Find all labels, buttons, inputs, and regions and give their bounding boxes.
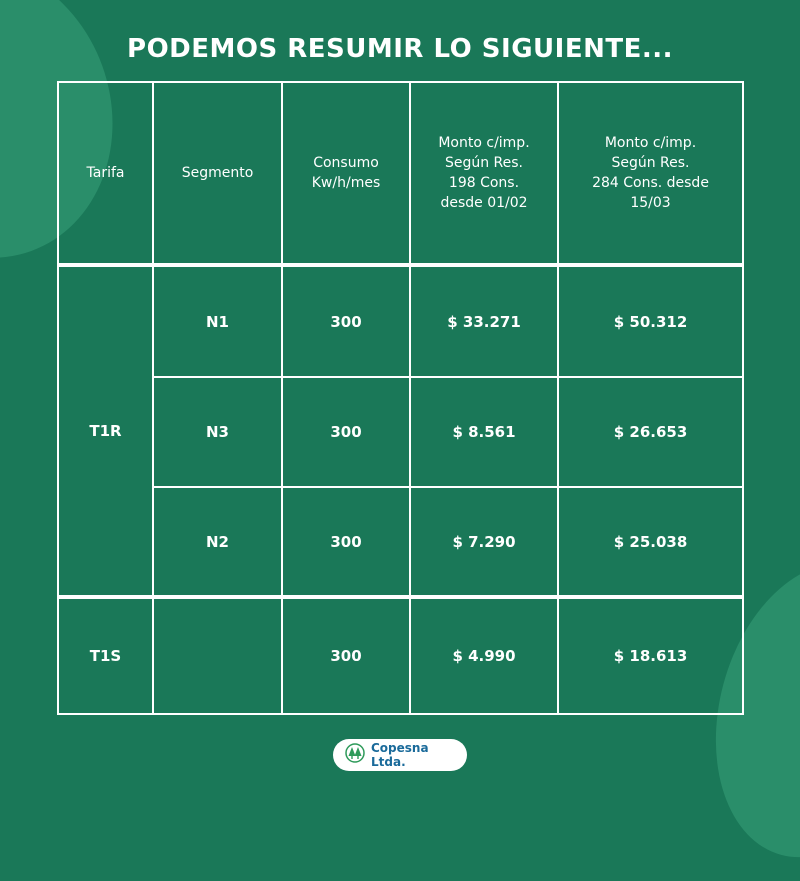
header-segmento: Segmento [152,81,283,265]
segmento-cell: N1 [152,265,283,378]
monto-198-cell: $ 8.561 [409,376,559,488]
tarifa-cell-t1s: T1S [57,597,154,715]
monto-284-cell: $ 50.312 [557,265,744,378]
monto-198-cell: $ 4.990 [409,597,559,715]
pine-trees-icon [345,743,365,767]
monto-198-cell: $ 7.290 [409,486,559,597]
header-tarifa: Tarifa [57,81,154,265]
monto-284-cell: $ 26.653 [557,376,744,488]
monto-284-cell: $ 25.038 [557,486,744,597]
segmento-cell: N3 [152,376,283,488]
consumo-cell: 300 [281,265,411,378]
tarifa-cell-t1r: T1R [57,265,154,597]
consumo-cell: 300 [281,597,411,715]
copesna-logo [333,739,467,771]
page-title: PODEMOS RESUMIR LO SIGUIENTE... [127,34,673,64]
brand-name: Copesna Ltda. [371,741,429,769]
header-monto-res-198: Monto c/imp. Según Res. 198 Cons. desde 01/02 [409,81,559,265]
segmento-cell: N2 [152,486,283,597]
consumo-cell: 300 [281,376,411,488]
monto-198-cell: $ 33.271 [409,265,559,378]
header-monto-res-284: Monto c/imp. Según Res. 284 Cons. desde 15/03 [557,81,744,265]
consumo-cell: 300 [281,486,411,597]
segmento-cell [152,597,283,715]
monto-284-cell: $ 18.613 [557,597,744,715]
header-consumo: Consumo Kw/h/mes [281,81,411,265]
